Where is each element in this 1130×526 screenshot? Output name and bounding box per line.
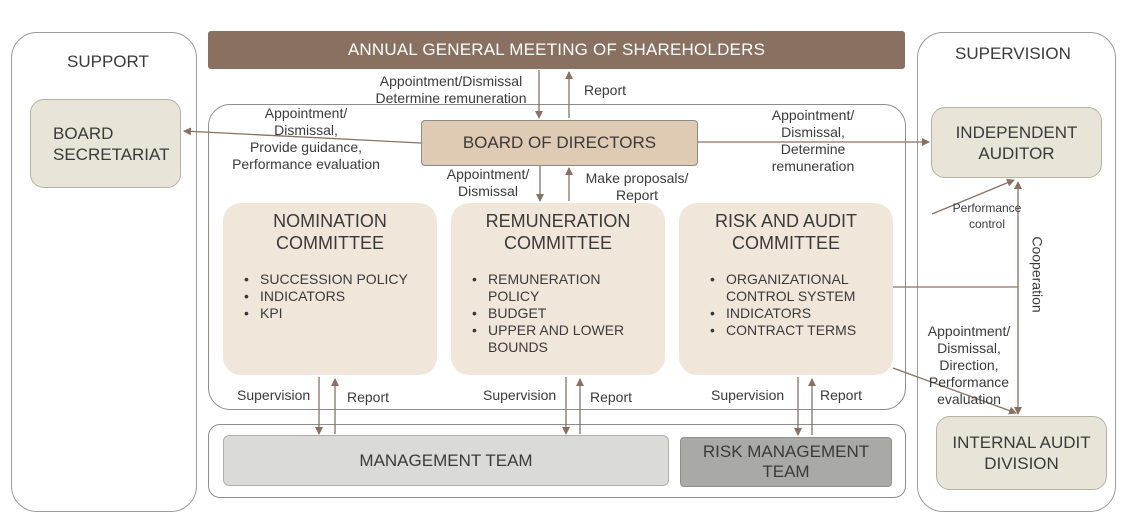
risk-report-label: Report	[820, 387, 863, 403]
management-team-box: MANAGEMENT TEAM	[223, 435, 669, 486]
secretariat-label	[220, 105, 392, 173]
remuneration-supervision-label: Supervision	[483, 387, 557, 403]
list-item: • KPI	[260, 305, 445, 322]
board-of-directors-box: BOARD OF DIRECTORS	[421, 120, 698, 166]
board-up-label-line: Make proposals/	[585, 170, 689, 186]
board-down-label-line: Dismissal	[458, 183, 518, 199]
agm-down-label	[365, 73, 537, 107]
performance-control-label	[945, 200, 1029, 232]
auditor-label-line: Appointment/	[771, 107, 855, 123]
internal-audit-link-label-line: Dismissal,	[937, 340, 1001, 356]
list-item: • SUCCESSION POLICY	[260, 271, 445, 288]
list-item: • INDICATORS	[726, 305, 896, 322]
independent-auditor-line-1: INDEPENDENT	[955, 122, 1078, 142]
support-title: SUPPORT	[67, 52, 149, 71]
board-up-label	[576, 170, 698, 204]
auditor-label-line: Determine	[780, 141, 846, 157]
list-item: • REMUNERATION POLICY	[488, 271, 618, 305]
independent-auditor-line-2: AUDITOR	[978, 143, 1055, 163]
nomination-committee-title-1: NOMINATION	[273, 211, 387, 231]
auditor-label-line: Dismissal,	[781, 124, 845, 140]
cooperation-label: Cooperation	[1029, 236, 1046, 313]
list-item: • BUDGET	[488, 305, 638, 322]
risk-supervision-label: Supervision	[711, 387, 785, 403]
list-item: • CONTRACT TERMS	[726, 322, 896, 339]
internal-audit-link-label-line: Direction,	[939, 357, 999, 373]
board-secretariat-line-1: BOARD	[53, 123, 114, 143]
board-down-label-line: Appointment/	[446, 166, 530, 182]
nomination-supervision-label: Supervision	[237, 387, 311, 403]
risk-management-line-2: TEAM	[762, 462, 810, 481]
secretariat-label-line: Appointment/	[264, 105, 348, 121]
internal-audit-link-label-line: evaluation	[937, 391, 1001, 407]
board-up-label-line: Report	[615, 187, 659, 203]
auditor-label	[748, 107, 878, 175]
internal-audit-line-2: DIVISION	[984, 454, 1059, 473]
secretariat-label-line: Performance evaluation	[232, 156, 380, 172]
secretariat-label-line: Dismissal,	[274, 122, 338, 138]
agm-box: ANNUAL GENERAL MEETING OF SHAREHOLDERS	[208, 31, 905, 69]
board-secretariat-line-2: SECRETARIAT	[53, 144, 170, 164]
nomination-report-label: Report	[347, 389, 390, 405]
performance-control-label-line: Performance	[952, 201, 1022, 215]
board-down-label	[440, 166, 536, 200]
auditor-label-line: remuneration	[771, 158, 855, 174]
agm-down-label-line: Appointment/Dismissal	[379, 73, 523, 89]
performance-control-label-line: control	[968, 217, 1006, 231]
internal-audit-link-label-line: Appointment/	[927, 323, 1011, 339]
remuneration-committee-title-2: COMMITTEE	[504, 233, 612, 253]
risk-audit-committee-title-1: RISK AND AUDIT	[714, 211, 858, 231]
agm-down-label-line: Determine remuneration	[375, 90, 527, 106]
internal-audit-link-label	[922, 323, 1016, 408]
remuneration-committee-title-1: REMUNERATION	[485, 211, 631, 231]
risk-management-line-1: RISK MANAGEMENT	[702, 442, 870, 461]
risk-audit-committee-title-2: COMMITTEE	[732, 233, 840, 253]
list-item: • INDICATORS	[260, 288, 445, 305]
secretariat-label-line: Provide guidance,	[249, 139, 363, 155]
list-item: • UPPER AND LOWER BOUNDS	[488, 322, 638, 356]
nomination-committee-title-2: COMMITTEE	[276, 233, 384, 253]
internal-audit-link-label-line: Performance	[928, 374, 1010, 390]
list-item: • ORGANIZATIONAL CONTROL SYSTEM	[726, 271, 891, 305]
internal-audit-line-1: INTERNAL AUDIT	[952, 433, 1091, 452]
agm-up-label: Report	[584, 82, 627, 98]
supervision-title: SUPERVISION	[955, 44, 1071, 63]
remuneration-report-label: Report	[590, 389, 633, 405]
